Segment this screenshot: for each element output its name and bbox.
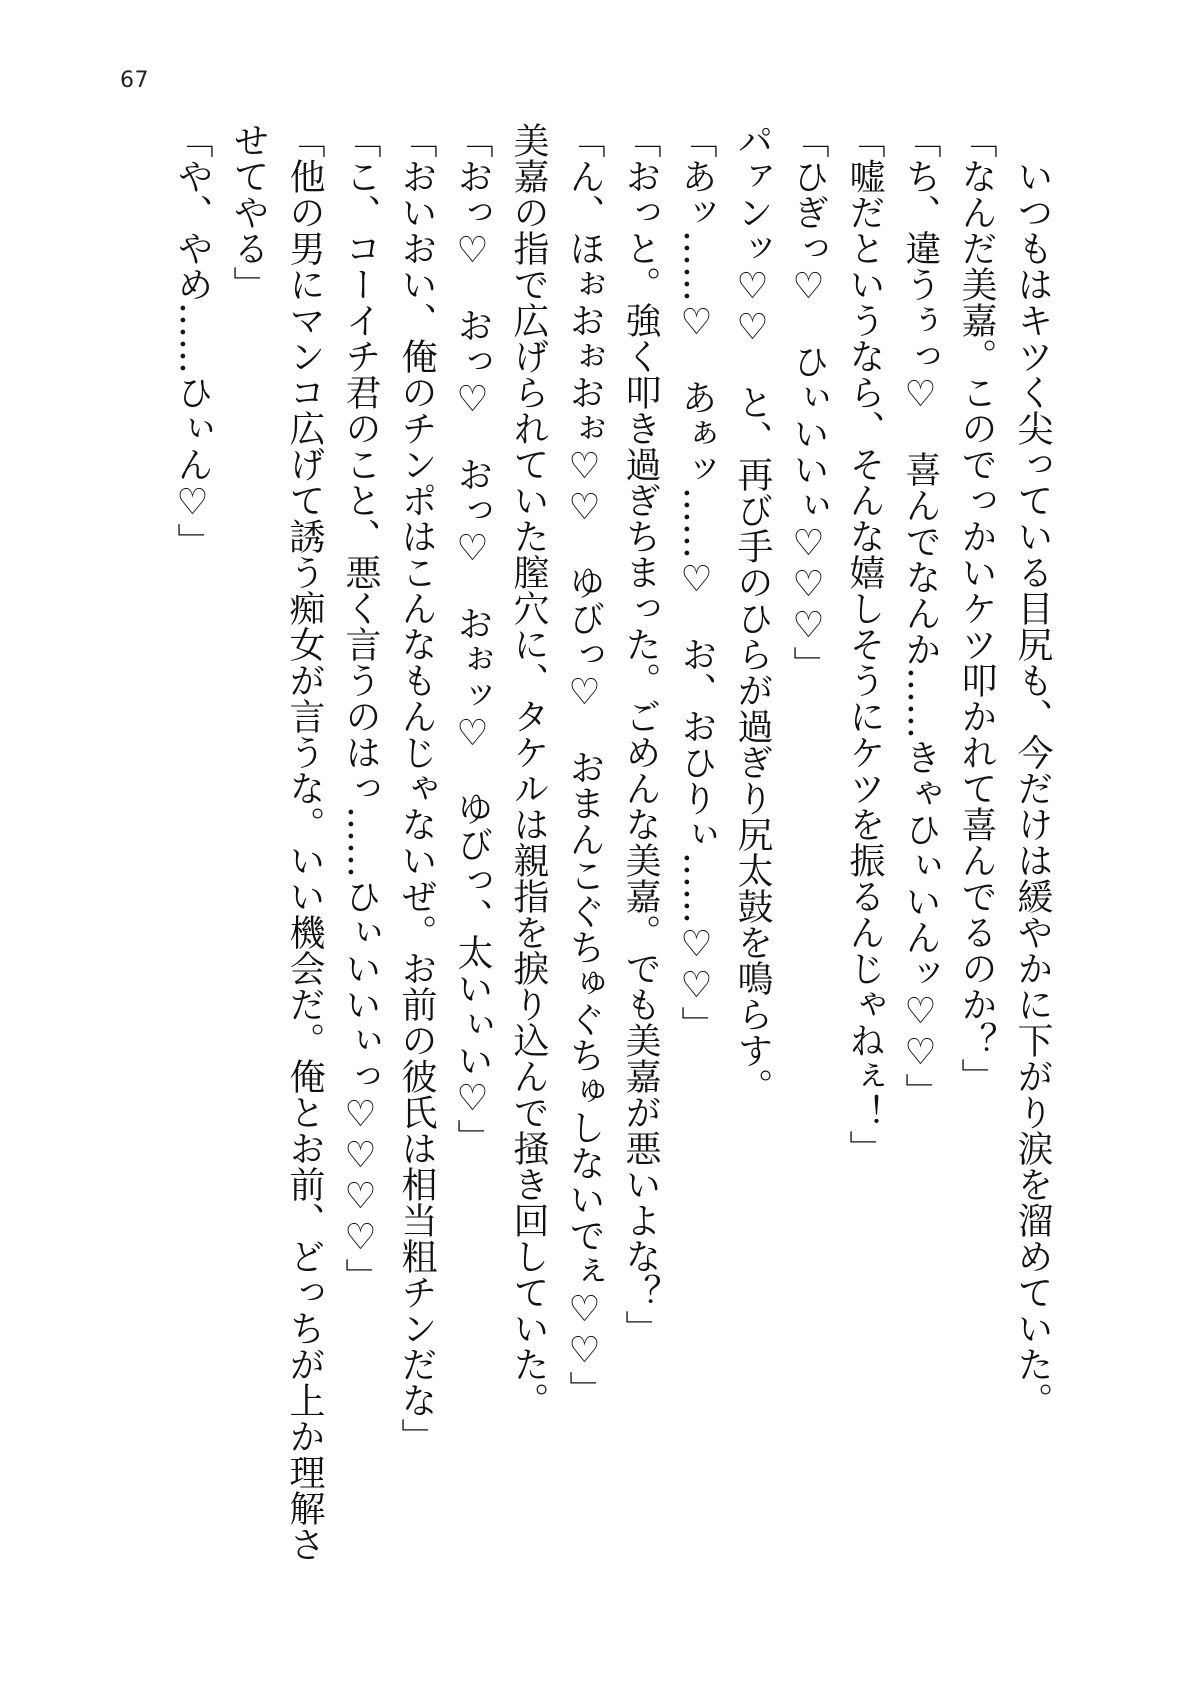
- text-line: 「ち、違うぅっ♡ 喜んでなんか……きゃひぃいんッ♡♡」: [900, 122, 941, 1109]
- text-line: 「おっ♡ おっ♡ おっ♡ おぉッ♡ ゆびっ、太いぃい♡」: [452, 122, 493, 1155]
- text-line: 「嘘だというなら、そんな嬉しそうにケツを振るんじゃねぇ！」: [844, 122, 885, 1166]
- text-line: 「こ、コーイチ君のこと、悪く言うのはっ……ひぃいいぃっ♡♡♡♡」: [340, 122, 381, 1294]
- text-line: 美嘉の指で広げられていた膣穴に、タケルは親指を捩り込んで掻き回していた。: [508, 122, 549, 1418]
- text-line: 「ん、ほぉおぉおぉ♡♡ ゆびっ♡ おまんこぐちゅぐちゅしないでぇ♡♡」: [564, 122, 605, 1407]
- text-line: 「や、やめ……ひぃん♡」: [172, 122, 213, 559]
- text-line: 「あッ……♡ あぁッ……♡ お、おひりぃ……♡♡」: [676, 122, 717, 1042]
- text-line: 「おいおい、俺のチンポはこんなもんじゃないぜ。お前の彼氏は相当粗チンだな」: [396, 122, 437, 1454]
- text-line: せてやる」: [228, 122, 269, 302]
- text-line: いつもはキツく尖っている目尻も、今だけは緩やかに下がり涙を溜めていた。: [1012, 158, 1053, 1418]
- text-line: 「なんだ美嘉。このでっかいケツ叩かれて喜んでるのか？」: [956, 122, 997, 1094]
- text-line: 「ひぎっ♡ ひぃいいぃ♡♡♡」: [788, 122, 829, 682]
- text-line: 「おっと。強く叩き過ぎちまった。ごめんな美嘉。でも美嘉が悪いよな？」: [620, 122, 661, 1346]
- page-number: 67: [120, 68, 149, 93]
- text-line: パァンッ♡♡ と、再び手のひらが過ぎり尻太鼓を鳴らす。: [732, 122, 773, 1104]
- body-text: [164, 122, 1060, 1592]
- text-line: 「他の男にマンコ広げて誘う痴女が言うな。いい機会だ。俺とお前、どっちが上か理解さ: [284, 122, 325, 1562]
